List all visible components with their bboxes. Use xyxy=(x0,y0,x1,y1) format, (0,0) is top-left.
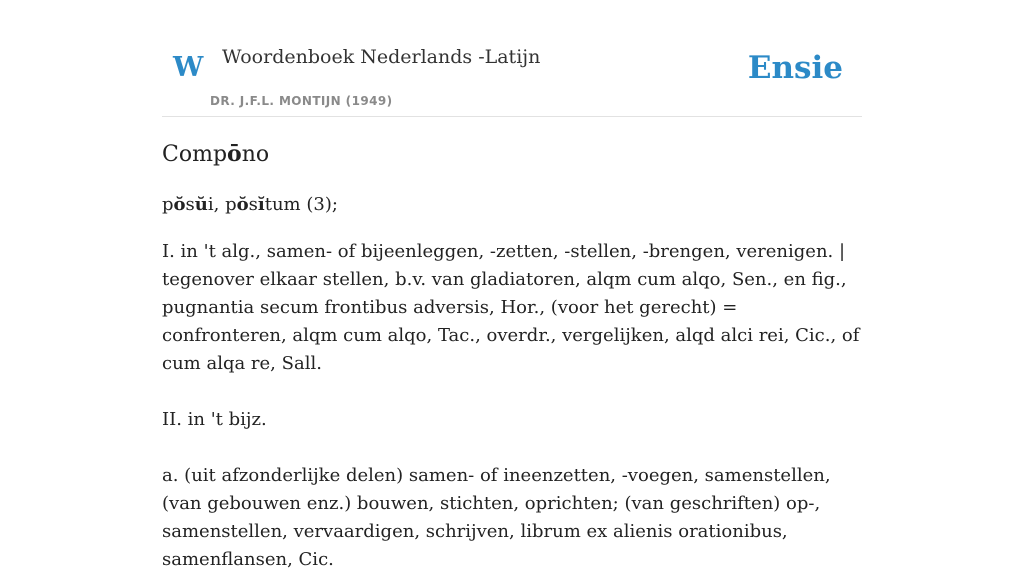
forms-vowel-mark: ŏ xyxy=(173,194,186,215)
dictionary-title[interactable]: Woordenboek Nederlands -Latijn xyxy=(222,46,541,68)
entry-headword xyxy=(162,138,862,171)
forms-vowel-mark: ŭ xyxy=(194,194,208,215)
principal-parts xyxy=(162,191,862,219)
forms-text: s xyxy=(248,194,258,215)
forms-text: p xyxy=(162,194,174,215)
forms-text: i, p xyxy=(207,194,237,215)
definition-paragraph: a. (uit afzonderlijke delen) samen- of ineenzetten, -voegen, samenstellen, (van gebouwen enz.) bouwen, stichten, oprichten; (van geschriften) op-, samenstellen, vervaardigen, schrijven, librum ex alienis orationibus, samenflansen, Cic. xyxy=(162,465,831,570)
headword-accent: ō xyxy=(227,141,242,167)
dictionary-logo[interactable]: W xyxy=(173,52,204,83)
dictionary-author: DR. J.F.L. MONTIJN (1949) xyxy=(210,94,393,108)
headword-part: no xyxy=(241,142,270,167)
dictionary-header xyxy=(162,0,862,117)
forms-vowel-mark: ĭ xyxy=(257,194,265,215)
ensie-logo-link[interactable]: Ensie xyxy=(747,50,843,86)
forms-text: s xyxy=(185,194,195,215)
definition-paragraph: I. in 't alg., samen- of bijeenleggen, -zetten, -stellen, -brengen, verenigen. | tegenover elkaar stellen, b.v. van gladiatoren, alqm cum alqo, Sen., en fig., pugnantia secum frontibus adversis, Hor., (voor het gerecht) = confronteren, alqm cum alqo, Tac., overdr., vergelijken, alqd alci rei, Cic., of cum alqa re, Sall. xyxy=(162,241,860,374)
forms-text: tum (3); xyxy=(264,194,338,215)
definition-paragraph: II. in 't bijz. xyxy=(162,409,267,430)
headword-part: Comp xyxy=(162,142,228,167)
entry-content xyxy=(162,138,862,574)
forms-vowel-mark: ŏ xyxy=(236,194,249,215)
